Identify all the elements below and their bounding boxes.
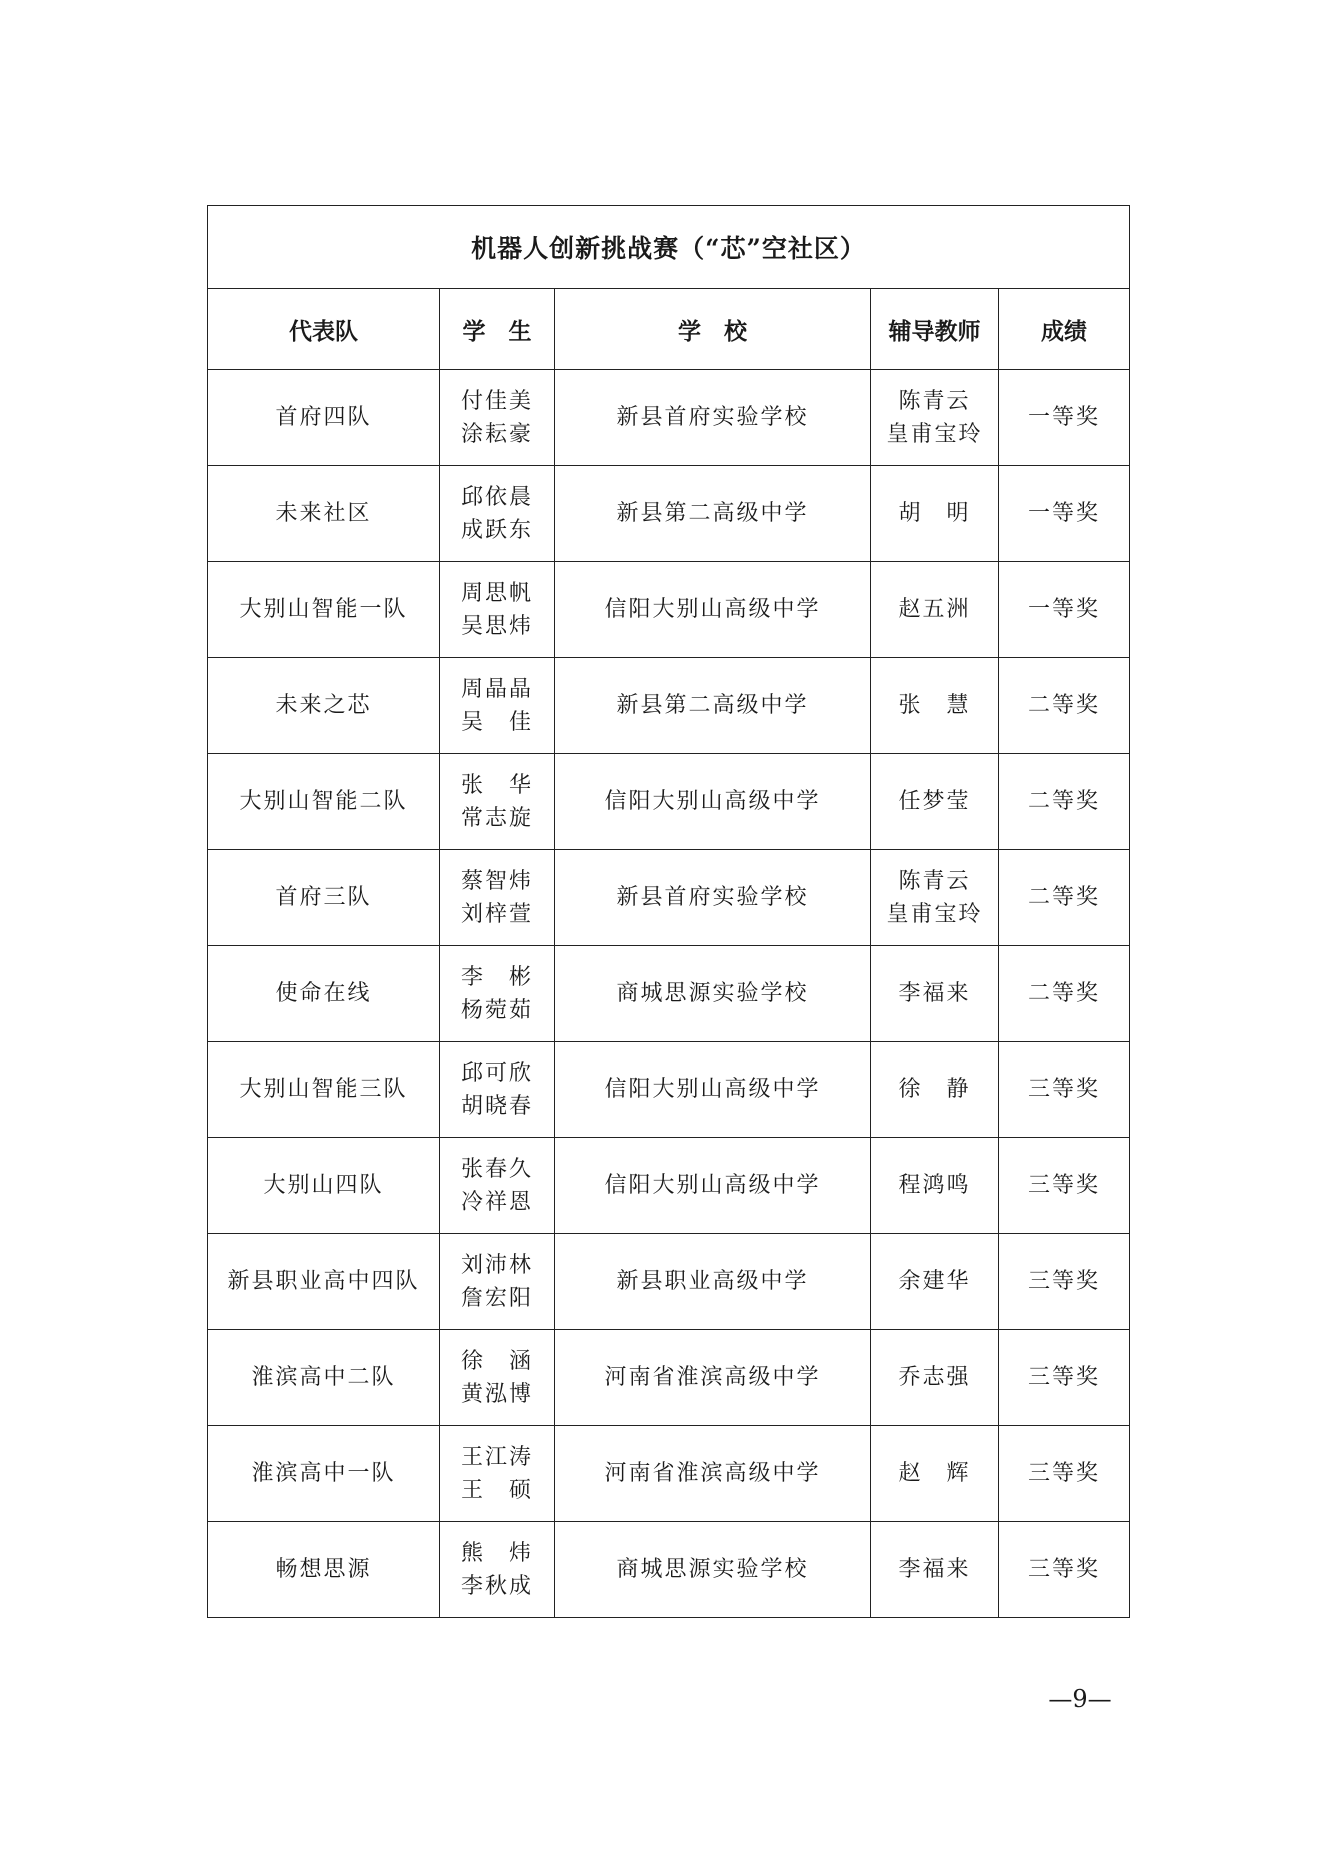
students-cell	[440, 562, 555, 658]
page-number: —9—	[1048, 1685, 1112, 1713]
student-name: 熊 炜	[460, 1540, 533, 1566]
school-cell: 信阳大别山高级中学	[555, 1042, 871, 1138]
teacher-name: 徐 静	[898, 1077, 971, 1102]
school-cell: 河南省淮滨高级中学	[555, 1330, 871, 1426]
school-cell: 信阳大别山高级中学	[555, 1138, 871, 1234]
teacher-name: 李福来	[898, 1557, 971, 1582]
students-cell	[440, 1138, 555, 1234]
students-cell	[440, 658, 555, 754]
student-name: 詹宏阳	[460, 1285, 533, 1311]
team-cell: 大别山智能三队	[208, 1042, 440, 1138]
school-cell: 新县首府实验学校	[555, 850, 871, 946]
student-name: 王 硕	[460, 1477, 533, 1503]
school-cell: 信阳大别山高级中学	[555, 562, 871, 658]
result-cell: 二等奖	[999, 850, 1130, 946]
result-cell: 一等奖	[999, 466, 1130, 562]
result-cell: 三等奖	[999, 1138, 1130, 1234]
teacher-name: 余建华	[898, 1269, 971, 1294]
student-name: 邱可欣	[460, 1060, 533, 1086]
teacher-cell	[871, 562, 999, 658]
teacher-cell	[871, 1330, 999, 1426]
header-team: 代表队	[208, 289, 440, 370]
student-name: 常志旋	[460, 805, 533, 831]
teacher-cell	[871, 1138, 999, 1234]
teacher-name: 赵五洲	[898, 597, 971, 622]
table-row	[208, 658, 1130, 754]
students-cell	[440, 850, 555, 946]
table-row	[208, 466, 1130, 562]
student-name: 涂耘豪	[460, 421, 533, 447]
team-cell: 畅想思源	[208, 1522, 440, 1618]
teacher-cell	[871, 1234, 999, 1330]
students-cell	[440, 1522, 555, 1618]
header-result: 成绩	[999, 289, 1130, 370]
school-cell: 新县第二高级中学	[555, 466, 871, 562]
teacher-cell	[871, 850, 999, 946]
result-cell: 三等奖	[999, 1234, 1130, 1330]
team-cell: 大别山智能二队	[208, 754, 440, 850]
team-cell: 淮滨高中二队	[208, 1330, 440, 1426]
teacher-name: 赵 辉	[898, 1461, 971, 1486]
team-cell: 未来之芯	[208, 658, 440, 754]
students-cell	[440, 1042, 555, 1138]
teacher-name: 乔志强	[898, 1365, 971, 1390]
school-cell: 商城思源实验学校	[555, 1522, 871, 1618]
team-cell: 新县职业高中四队	[208, 1234, 440, 1330]
result-cell: 一等奖	[999, 562, 1130, 658]
teacher-name: 张 慧	[898, 693, 971, 718]
teacher-cell	[871, 370, 999, 466]
students-cell	[440, 1426, 555, 1522]
student-name: 蔡智炜	[460, 868, 533, 894]
table-row	[208, 754, 1130, 850]
teacher-cell	[871, 946, 999, 1042]
teacher-name: 胡 明	[898, 501, 971, 526]
result-cell: 二等奖	[999, 754, 1130, 850]
students-cell	[440, 1330, 555, 1426]
table-row	[208, 1042, 1130, 1138]
table-row	[208, 1522, 1130, 1618]
student-name: 冷祥恩	[460, 1189, 533, 1215]
student-name: 张春久	[460, 1156, 533, 1182]
teacher-cell	[871, 1426, 999, 1522]
teacher-name: 陈青云	[898, 868, 971, 894]
header-students: 学 生	[440, 289, 555, 370]
teacher-cell	[871, 466, 999, 562]
result-cell: 二等奖	[999, 658, 1130, 754]
table-title: 机器人创新挑战赛（“芯”空社区）	[208, 206, 1130, 289]
student-name: 周思帆	[460, 580, 533, 606]
school-cell: 新县职业高级中学	[555, 1234, 871, 1330]
table-row	[208, 1426, 1130, 1522]
students-cell	[440, 1234, 555, 1330]
student-name: 胡晓春	[460, 1093, 533, 1119]
result-cell: 三等奖	[999, 1042, 1130, 1138]
team-cell: 首府三队	[208, 850, 440, 946]
student-name: 成跃东	[460, 517, 533, 543]
result-cell: 三等奖	[999, 1330, 1130, 1426]
student-name: 刘梓萱	[460, 901, 533, 927]
school-cell: 河南省淮滨高级中学	[555, 1426, 871, 1522]
result-cell: 三等奖	[999, 1522, 1130, 1618]
teacher-cell	[871, 754, 999, 850]
table-row	[208, 946, 1130, 1042]
school-cell: 新县首府实验学校	[555, 370, 871, 466]
students-cell	[440, 466, 555, 562]
student-name: 黄泓博	[460, 1381, 533, 1407]
teacher-name: 皇甫宝玲	[886, 901, 983, 927]
teacher-cell	[871, 658, 999, 754]
table-row	[208, 562, 1130, 658]
student-name: 李秋成	[460, 1573, 533, 1599]
table-row	[208, 1138, 1130, 1234]
table-row	[208, 370, 1130, 466]
school-cell: 信阳大别山高级中学	[555, 754, 871, 850]
student-name: 邱依晨	[460, 484, 533, 510]
student-name: 徐 涵	[460, 1348, 533, 1374]
header-teacher: 辅导教师	[871, 289, 999, 370]
table-row	[208, 850, 1130, 946]
table-row	[208, 1330, 1130, 1426]
student-name: 付佳美	[460, 388, 533, 414]
team-cell: 使命在线	[208, 946, 440, 1042]
teacher-name: 程鸿鸣	[898, 1173, 971, 1198]
student-name: 刘沛林	[460, 1252, 533, 1278]
header-school: 学 校	[555, 289, 871, 370]
teacher-name: 陈青云	[898, 388, 971, 414]
student-name: 张 华	[460, 772, 533, 798]
teacher-name: 任梦莹	[898, 789, 971, 814]
result-cell: 一等奖	[999, 370, 1130, 466]
students-cell	[440, 754, 555, 850]
teacher-name: 李福来	[898, 981, 971, 1006]
team-cell: 淮滨高中一队	[208, 1426, 440, 1522]
result-cell: 三等奖	[999, 1426, 1130, 1522]
result-cell: 二等奖	[999, 946, 1130, 1042]
table-row	[208, 1234, 1130, 1330]
student-name: 王江涛	[460, 1444, 533, 1470]
student-name: 杨菀茹	[460, 997, 533, 1023]
teacher-cell	[871, 1042, 999, 1138]
team-cell: 大别山四队	[208, 1138, 440, 1234]
students-cell	[440, 370, 555, 466]
school-cell: 新县第二高级中学	[555, 658, 871, 754]
student-name: 李 彬	[460, 964, 533, 990]
teacher-cell	[871, 1522, 999, 1618]
student-name: 吴 佳	[460, 709, 533, 735]
team-cell: 未来社区	[208, 466, 440, 562]
student-name: 吴思炜	[460, 613, 533, 639]
team-cell: 大别山智能一队	[208, 562, 440, 658]
teacher-name: 皇甫宝玲	[886, 421, 983, 447]
team-cell: 首府四队	[208, 370, 440, 466]
school-cell: 商城思源实验学校	[555, 946, 871, 1042]
student-name: 周晶晶	[460, 676, 533, 702]
table-body	[208, 370, 1130, 1618]
students-cell	[440, 946, 555, 1042]
award-table	[207, 205, 1130, 1618]
